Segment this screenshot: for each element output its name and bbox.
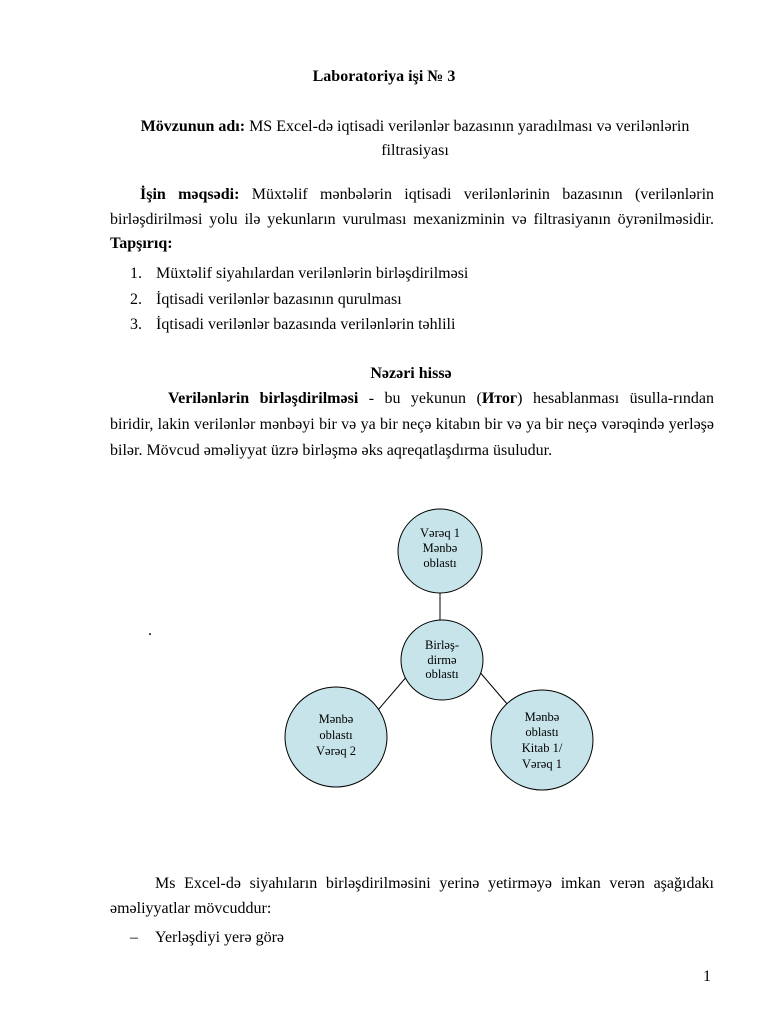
list-item [110, 261, 468, 287]
node-center-line-1: Birləş- [424, 638, 460, 652]
topic-text: MS Excel-də iqtisadi verilənlər bazasının yaradılması və verilənlərin filtrasiyası [245, 118, 690, 159]
goal-text: Müxtəlif mənbələrin iqtisadi verilənlərinin bazasının (verilənlərin birləşdirilməsi yolu ilə yekunların vurulması mexanizminin və filtrasiyanın öyrənilməsidir. [110, 186, 715, 228]
node-right [491, 690, 593, 790]
node-right-line-4: Vərəq 1 [522, 757, 562, 771]
task-number: 3. [130, 316, 142, 333]
section-heading: Nəzəri hissə [370, 365, 452, 382]
theory-rest: ) hesablanması üsulla-rından biridir, lakin verilənlər mənbəyi bir və ya bir neçə kitabın bir və ya bir neçə vərəqində yerləşə bilər. Mövcud əməliyyat üzrə birləşmə əks aqreqatlaşdırma üsuludur. [110, 390, 715, 459]
node-right-line-3: Kitab 1/ [521, 741, 563, 755]
node-right-line-1: Mənbə [524, 710, 560, 724]
list-item [110, 287, 468, 313]
node-top-line-2: Mənbə [422, 541, 458, 555]
task-text: İqtisadi verilənlər bazasının qurulması [156, 290, 402, 308]
connector-left [378, 675, 408, 710]
node-left-line-3: Vərəq 2 [316, 744, 356, 758]
task-label: Tapşırıq: [110, 235, 173, 252]
task-number: 2. [130, 290, 142, 308]
goal-label: İşin məqsədi: [140, 186, 240, 203]
connector-right [478, 670, 508, 705]
node-left-line-2: oblastı [319, 728, 353, 742]
topic-label: Mövzunun adı: [140, 118, 246, 135]
node-right-line-2: oblastı [525, 725, 559, 739]
task-text: Müxtəlif siyahılardan verilənlərin birləşdirilməsi [156, 265, 469, 282]
stray-dot: . [148, 622, 152, 639]
operations-paragraph: Ms Excel-də siyahıların birləşdirilməsini yerinə yetirməyə imkan verən aşağıdakı əməliyyatlar mövcuddur: [110, 875, 714, 917]
goal-paragraph [110, 183, 714, 257]
node-top-line-3: oblastı [423, 556, 457, 570]
list-item [130, 926, 284, 950]
node-left-line-1: Mənbə [318, 712, 354, 726]
theory-paragraph [110, 386, 714, 464]
theory-dash: - bu yekunun ( [358, 390, 482, 407]
node-center-line-2: dirmə [427, 653, 457, 667]
consolidation-diagram [270, 505, 610, 825]
task-list [110, 261, 468, 338]
lab-title: Laboratoriya işi № 3 [312, 68, 456, 85]
bullet-text: Yerləşdiyi yerə görə [155, 929, 285, 946]
topic-paragraph [110, 115, 720, 163]
page-number: 1 [703, 968, 711, 985]
bullet-dash: – [130, 929, 138, 946]
node-center-line-3: oblastı [425, 667, 459, 681]
theory-term: Verilənlərin birləşdirilməsi [168, 390, 359, 407]
theory-itog: Итог [481, 390, 518, 407]
list-item [110, 312, 468, 338]
task-number: 1. [130, 265, 142, 282]
task-text: İqtisadi verilənlər bazasında verilənlərin təhlili [156, 316, 456, 333]
node-top-line-1: Vərəq 1 [420, 526, 460, 540]
